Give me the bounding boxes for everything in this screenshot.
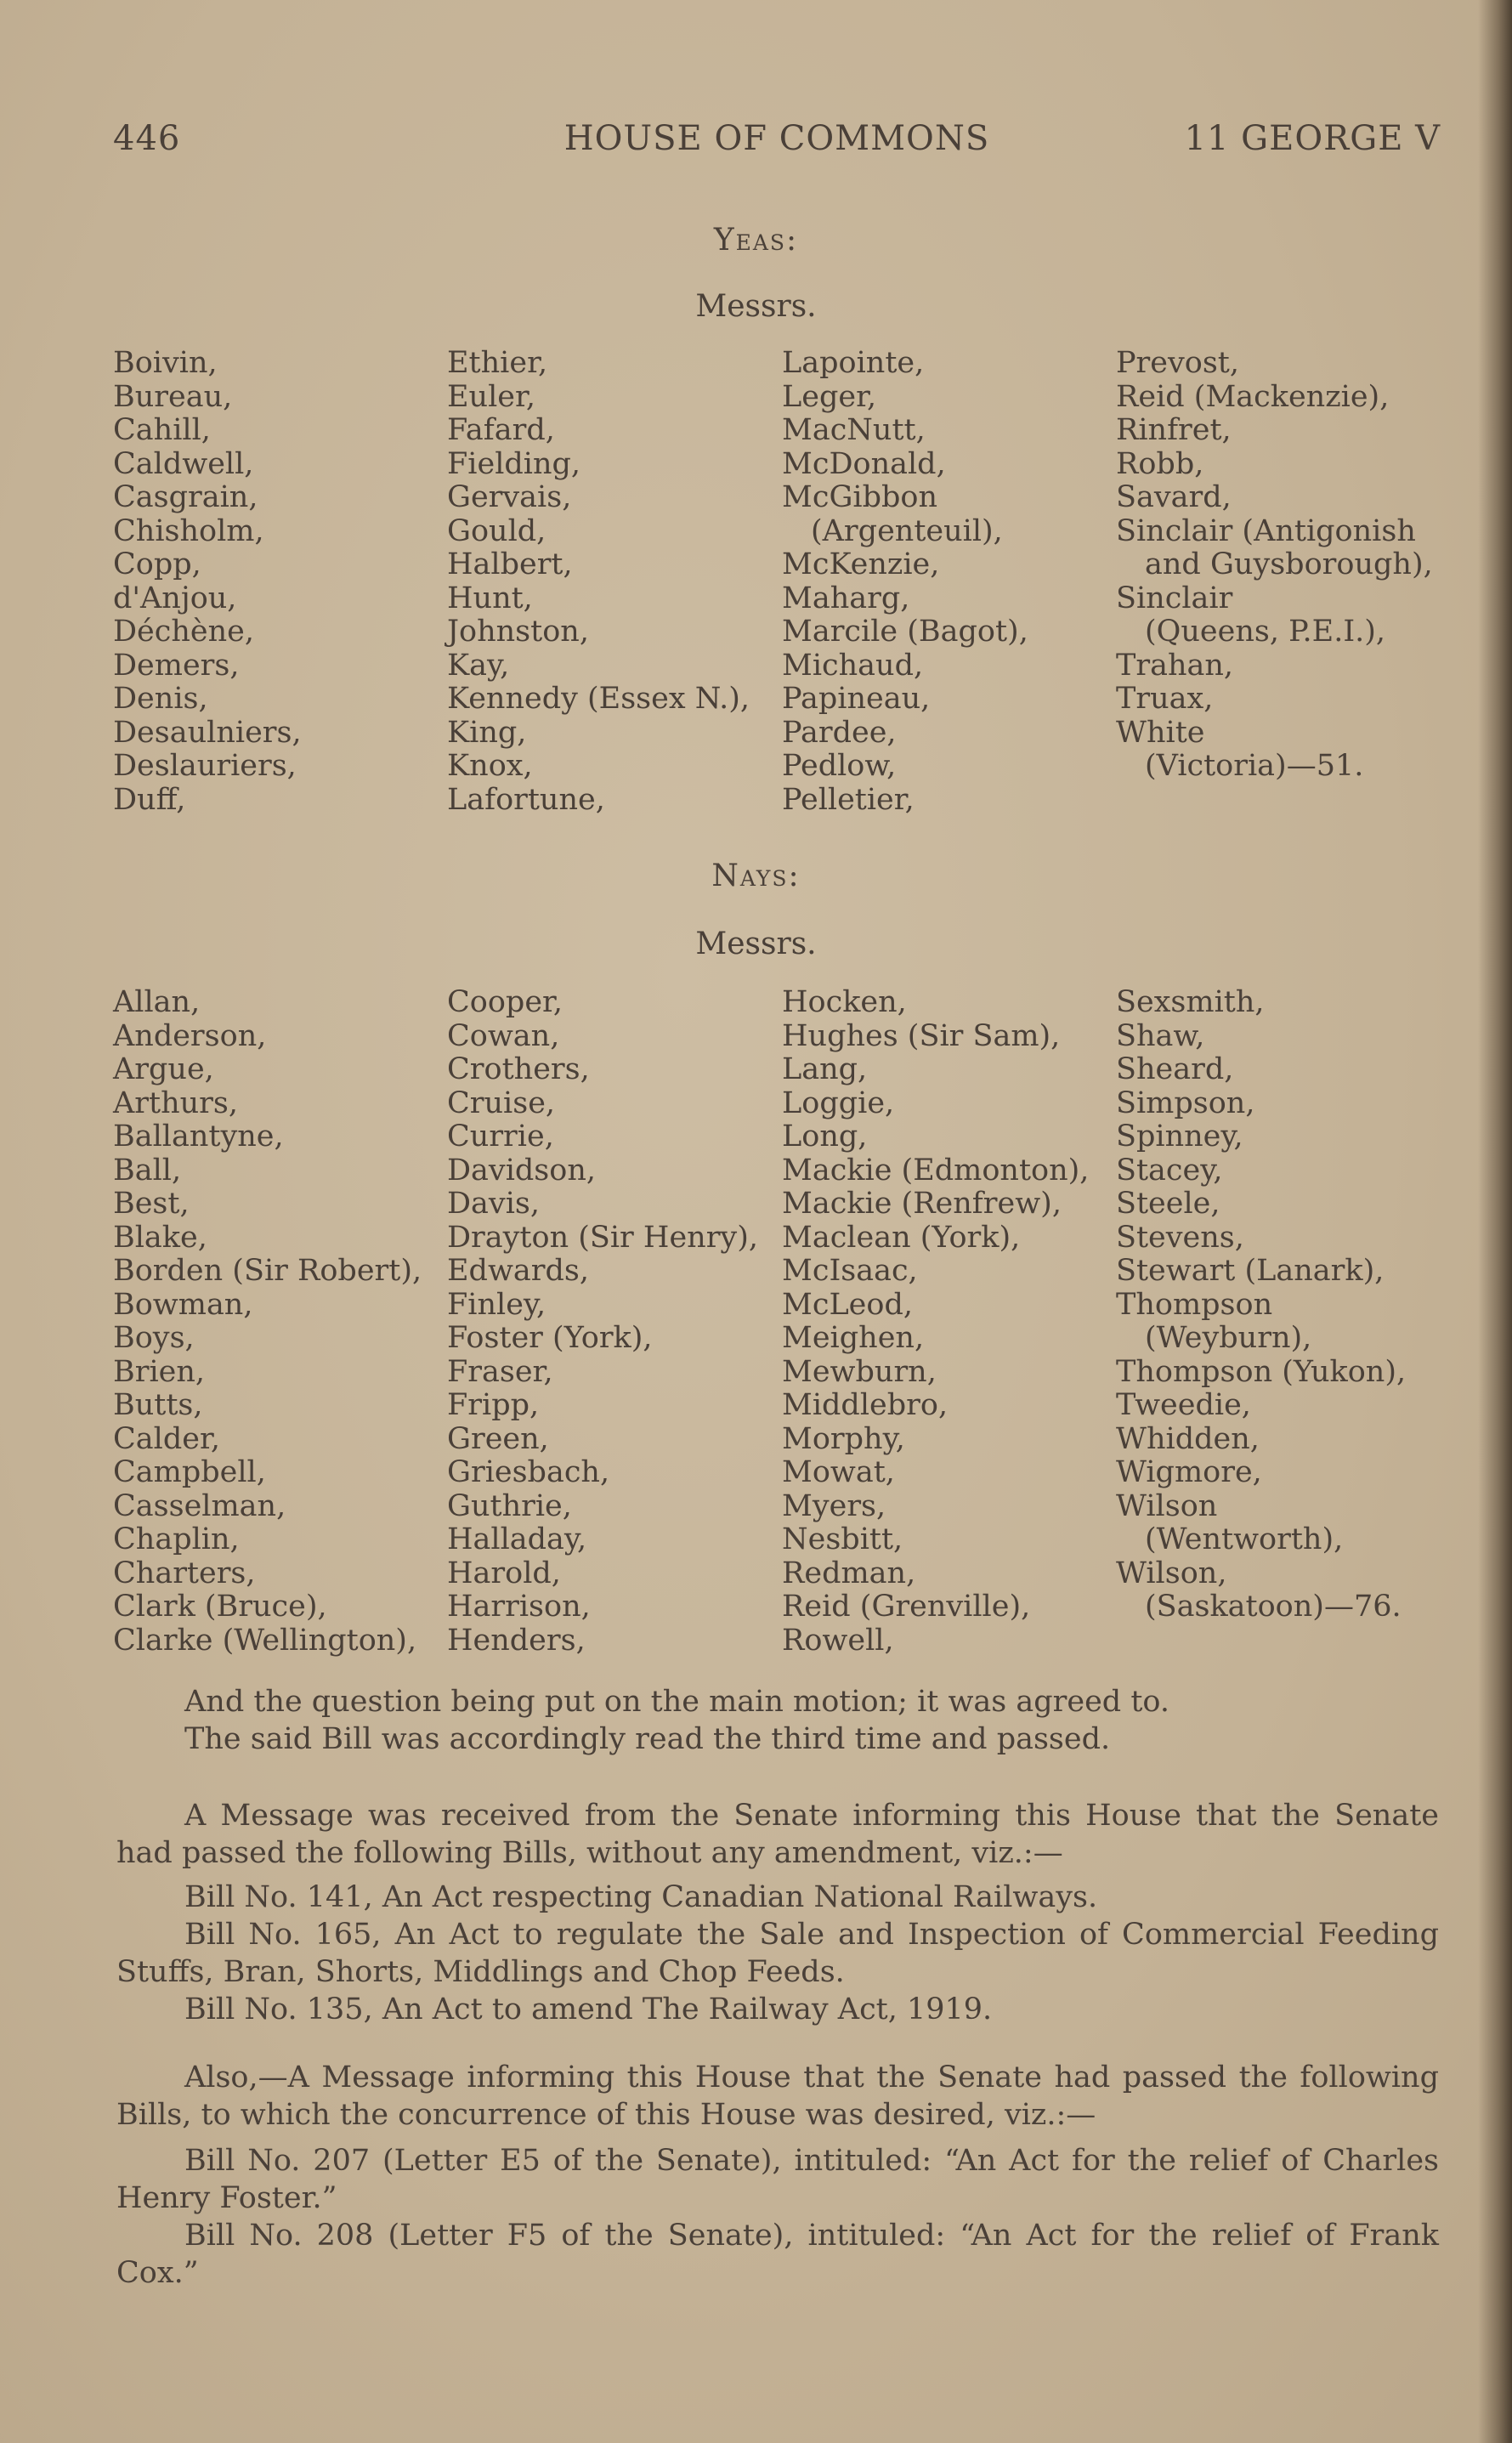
nays-heading: Nays: bbox=[711, 859, 801, 893]
member-name: Deslauriers, bbox=[113, 749, 297, 783]
member-name: Edwards, bbox=[447, 1254, 590, 1288]
member-name: Ethier, bbox=[447, 346, 548, 380]
member-name: Wigmore, bbox=[1116, 1455, 1262, 1489]
member-name: Stewart (Lanark), bbox=[1116, 1254, 1385, 1288]
member-name: Michaud, bbox=[782, 648, 924, 683]
member-name: Clark (Bruce), bbox=[113, 1590, 327, 1624]
paragraph-bill-207: Bill No. 207 (Letter E5 of the Senate), intituled: “An Act for the relief of Charles Henry Foster.” bbox=[116, 2144, 1439, 2215]
paragraph-bill-165: Bill No. 165, An Act to regulate the Sale and Inspection of Commercial Feeding Stuffs, Bran, Shorts, Middlings and Chop Feeds. bbox=[116, 1918, 1439, 1989]
member-name: Calder, bbox=[113, 1421, 220, 1456]
member-name: Copp, bbox=[113, 547, 201, 581]
nays-column-2 bbox=[447, 986, 758, 1658]
member-name: Mackie (Renfrew), bbox=[782, 1187, 1062, 1221]
member-name-continued: (Saskatoon)—76. bbox=[1145, 1590, 1402, 1624]
member-name: Foster (York), bbox=[447, 1321, 653, 1355]
member-name: Mowat, bbox=[782, 1455, 895, 1489]
member-name: Chaplin, bbox=[113, 1522, 240, 1556]
member-name: Arthurs, bbox=[113, 1085, 238, 1120]
member-name-continued: and Guysborough), bbox=[1145, 547, 1433, 581]
member-name: Reid (Mackenzie), bbox=[1116, 379, 1390, 414]
member-name: King, bbox=[447, 715, 527, 750]
member-name: Halbert, bbox=[447, 547, 573, 581]
member-name: Prevost, bbox=[1116, 346, 1239, 380]
member-name: Savard, bbox=[1116, 480, 1232, 514]
member-name: Sinclair bbox=[1116, 581, 1233, 615]
member-name: Simpson, bbox=[1116, 1085, 1255, 1120]
member-name: Harrison, bbox=[447, 1590, 591, 1624]
member-name: Brien, bbox=[113, 1354, 206, 1389]
member-name: Pelletier, bbox=[782, 782, 915, 817]
member-name: Truax, bbox=[1116, 682, 1214, 716]
member-name: Euler, bbox=[447, 379, 536, 414]
member-name: Gould, bbox=[447, 513, 546, 548]
member-name: Thompson (Yukon), bbox=[1116, 1354, 1407, 1389]
member-name: Charters, bbox=[113, 1556, 256, 1590]
member-name: Kay, bbox=[447, 648, 510, 683]
member-name: Nesbitt, bbox=[782, 1522, 903, 1556]
member-name: Johnston, bbox=[447, 615, 589, 649]
member-name: Fraser, bbox=[447, 1354, 553, 1389]
member-name: Clarke (Wellington), bbox=[113, 1623, 417, 1658]
member-name: Déchène, bbox=[113, 615, 255, 649]
member-name: Anderson, bbox=[113, 1018, 267, 1053]
member-name: Pardee, bbox=[782, 715, 897, 750]
member-name: Blake, bbox=[113, 1220, 207, 1255]
member-name: McGibbon bbox=[782, 480, 938, 514]
member-name: Best, bbox=[113, 1187, 190, 1221]
member-name: Steele, bbox=[1116, 1187, 1220, 1221]
member-name: Stacey, bbox=[1116, 1153, 1223, 1187]
member-name: White bbox=[1116, 715, 1205, 750]
running-header bbox=[113, 119, 1441, 170]
member-name: Kennedy (Essex N.), bbox=[447, 682, 750, 716]
member-name: Sheard, bbox=[1116, 1052, 1234, 1086]
paragraph-third-reading: The said Bill was accordingly read the third time and passed. bbox=[184, 1722, 1111, 1756]
member-name: Sinclair (Antigonish bbox=[1116, 513, 1416, 548]
member-name: Whidden, bbox=[1116, 1421, 1260, 1456]
member-name: Bowman, bbox=[113, 1287, 253, 1322]
yeas-heading: Yeas: bbox=[713, 223, 799, 258]
member-name: Stevens, bbox=[1116, 1220, 1244, 1255]
member-name: Mewburn, bbox=[782, 1354, 937, 1389]
member-name: Wilson, bbox=[1116, 1556, 1227, 1590]
member-name: Finley, bbox=[447, 1287, 546, 1322]
member-name: Campbell, bbox=[113, 1455, 266, 1489]
member-name: Papineau, bbox=[782, 682, 931, 716]
yeas-column-4 bbox=[1116, 347, 1433, 784]
member-name: Lafortune, bbox=[447, 782, 605, 817]
member-name: Hunt, bbox=[447, 581, 533, 615]
member-name: Ballantyne, bbox=[113, 1119, 284, 1153]
member-name: Cruise, bbox=[447, 1085, 556, 1120]
member-name: Tweedie, bbox=[1116, 1388, 1251, 1422]
member-name: Denis, bbox=[113, 682, 208, 716]
member-name: Casselman, bbox=[113, 1488, 286, 1523]
member-name: Wilson bbox=[1116, 1488, 1218, 1523]
member-name-continued: (Victoria)—51. bbox=[1145, 749, 1364, 783]
member-name: Thompson bbox=[1116, 1287, 1273, 1322]
member-name: Myers, bbox=[782, 1488, 886, 1523]
member-name: Griesbach, bbox=[447, 1455, 610, 1489]
paragraph-senate-message: A Message was received from the Senate informing this House that the Senate had passed the following Bills, without any amendment, viz.:— bbox=[116, 1799, 1439, 1870]
member-name: Meighen, bbox=[782, 1321, 925, 1355]
member-name: Boys, bbox=[113, 1321, 195, 1355]
regnal-year: 11 GEORGE V bbox=[1184, 119, 1441, 158]
member-name: Fafard, bbox=[447, 413, 555, 447]
member-name: Mackie (Edmonton), bbox=[782, 1153, 1090, 1187]
member-name: McDonald, bbox=[782, 446, 946, 481]
member-name: Butts, bbox=[113, 1388, 203, 1422]
member-name: Argue, bbox=[113, 1052, 214, 1086]
member-name: Fripp, bbox=[447, 1388, 540, 1422]
member-name: Chisholm, bbox=[113, 513, 264, 548]
member-name: Casgrain, bbox=[113, 480, 258, 514]
member-name: Middlebro, bbox=[782, 1388, 949, 1422]
member-name: Duff, bbox=[113, 782, 186, 817]
member-name: Lapointe, bbox=[782, 346, 925, 380]
member-name: McIsaac, bbox=[782, 1254, 918, 1288]
nays-column-1 bbox=[113, 986, 422, 1658]
member-name: Hughes (Sir Sam), bbox=[782, 1018, 1061, 1053]
member-name: Spinney, bbox=[1116, 1119, 1243, 1153]
member-name: Henders, bbox=[447, 1623, 586, 1658]
member-name-continued: (Wentworth), bbox=[1145, 1522, 1344, 1556]
nays-subheading: Messrs. bbox=[695, 927, 817, 961]
page-edge-shadow bbox=[1478, 0, 1512, 2443]
member-name: McLeod, bbox=[782, 1287, 913, 1322]
member-name: Rinfret, bbox=[1116, 413, 1232, 447]
paragraph-second-message: Also,—A Message informing this House that the Senate had passed the following Bills, to which the concurrence of this House was desired, viz.:— bbox=[116, 2060, 1439, 2132]
member-name: Harold, bbox=[447, 1556, 561, 1590]
nays-column-4 bbox=[1116, 986, 1406, 1624]
member-name: Ball, bbox=[113, 1153, 182, 1187]
member-name: Desaulniers, bbox=[113, 715, 302, 750]
member-name: Rowell, bbox=[782, 1623, 894, 1658]
member-name-continued: (Queens, P.E.I.), bbox=[1145, 615, 1386, 649]
member-name: Crothers, bbox=[447, 1052, 590, 1086]
member-name: Robb, bbox=[1116, 446, 1204, 481]
member-name: Maclean (York), bbox=[782, 1220, 1021, 1255]
member-name: Guthrie, bbox=[447, 1488, 572, 1523]
member-name: Borden (Sir Robert), bbox=[113, 1254, 422, 1288]
member-name: Boivin, bbox=[113, 346, 218, 380]
member-name: Halladay, bbox=[447, 1522, 587, 1556]
member-name: Marcile (Bagot), bbox=[782, 615, 1028, 649]
member-name: Cooper, bbox=[447, 985, 563, 1019]
yeas-column-2 bbox=[447, 347, 750, 817]
member-name: d'Anjou, bbox=[113, 581, 237, 615]
member-name: Cahill, bbox=[113, 413, 211, 447]
member-name: Loggie, bbox=[782, 1085, 895, 1120]
page-number: 446 bbox=[113, 119, 181, 158]
member-name: Reid (Grenville), bbox=[782, 1590, 1031, 1624]
member-name: Green, bbox=[447, 1421, 549, 1456]
member-name: Demers, bbox=[113, 648, 240, 683]
member-name: Fielding, bbox=[447, 446, 581, 481]
member-name-continued: (Weyburn), bbox=[1145, 1321, 1312, 1355]
journal-title: HOUSE OF COMMONS bbox=[563, 119, 990, 158]
member-name-continued: (Argenteuil), bbox=[811, 513, 1003, 548]
member-name: Long, bbox=[782, 1119, 868, 1153]
member-name: Redman, bbox=[782, 1556, 916, 1590]
member-name: Currie, bbox=[447, 1119, 554, 1153]
paragraph-bill-208: Bill No. 208 (Letter F5 of the Senate), intituled: “An Act for the relief of Frank Cox.” bbox=[116, 2219, 1439, 2290]
member-name: Bureau, bbox=[113, 379, 233, 414]
member-name: Pedlow, bbox=[782, 749, 897, 783]
member-name: Morphy, bbox=[782, 1421, 905, 1456]
member-name: Trahan, bbox=[1116, 648, 1234, 683]
member-name: Lang, bbox=[782, 1052, 868, 1086]
member-name: Davis, bbox=[447, 1187, 540, 1221]
member-name: Gervais, bbox=[447, 480, 572, 514]
member-name: Shaw, bbox=[1116, 1018, 1205, 1053]
member-name: Sexsmith, bbox=[1116, 985, 1265, 1019]
member-name: Davidson, bbox=[447, 1153, 596, 1187]
yeas-column-1 bbox=[113, 347, 302, 817]
paragraph-main-motion: And the question being put on the main motion; it was agreed to. bbox=[184, 1685, 1169, 1719]
member-name: Cowan, bbox=[447, 1018, 560, 1053]
member-name: MacNutt, bbox=[782, 413, 926, 447]
member-name: Allan, bbox=[113, 985, 201, 1019]
member-name: Knox, bbox=[447, 749, 533, 783]
member-name: Maharg, bbox=[782, 581, 910, 615]
member-name: Caldwell, bbox=[113, 446, 254, 481]
member-name: Leger, bbox=[782, 379, 877, 414]
nays-column-3 bbox=[782, 986, 1089, 1658]
paragraph-bill-135: Bill No. 135, An Act to amend The Railway Act, 1919. bbox=[184, 1992, 993, 2026]
yeas-subheading: Messrs. bbox=[695, 289, 817, 324]
member-name: McKenzie, bbox=[782, 547, 940, 581]
member-name: Drayton (Sir Henry), bbox=[447, 1220, 758, 1255]
yeas-column-3 bbox=[782, 347, 1028, 817]
paragraph-bill-141: Bill No. 141, An Act respecting Canadian National Railways. bbox=[184, 1880, 1098, 1914]
member-name: Hocken, bbox=[782, 985, 907, 1019]
